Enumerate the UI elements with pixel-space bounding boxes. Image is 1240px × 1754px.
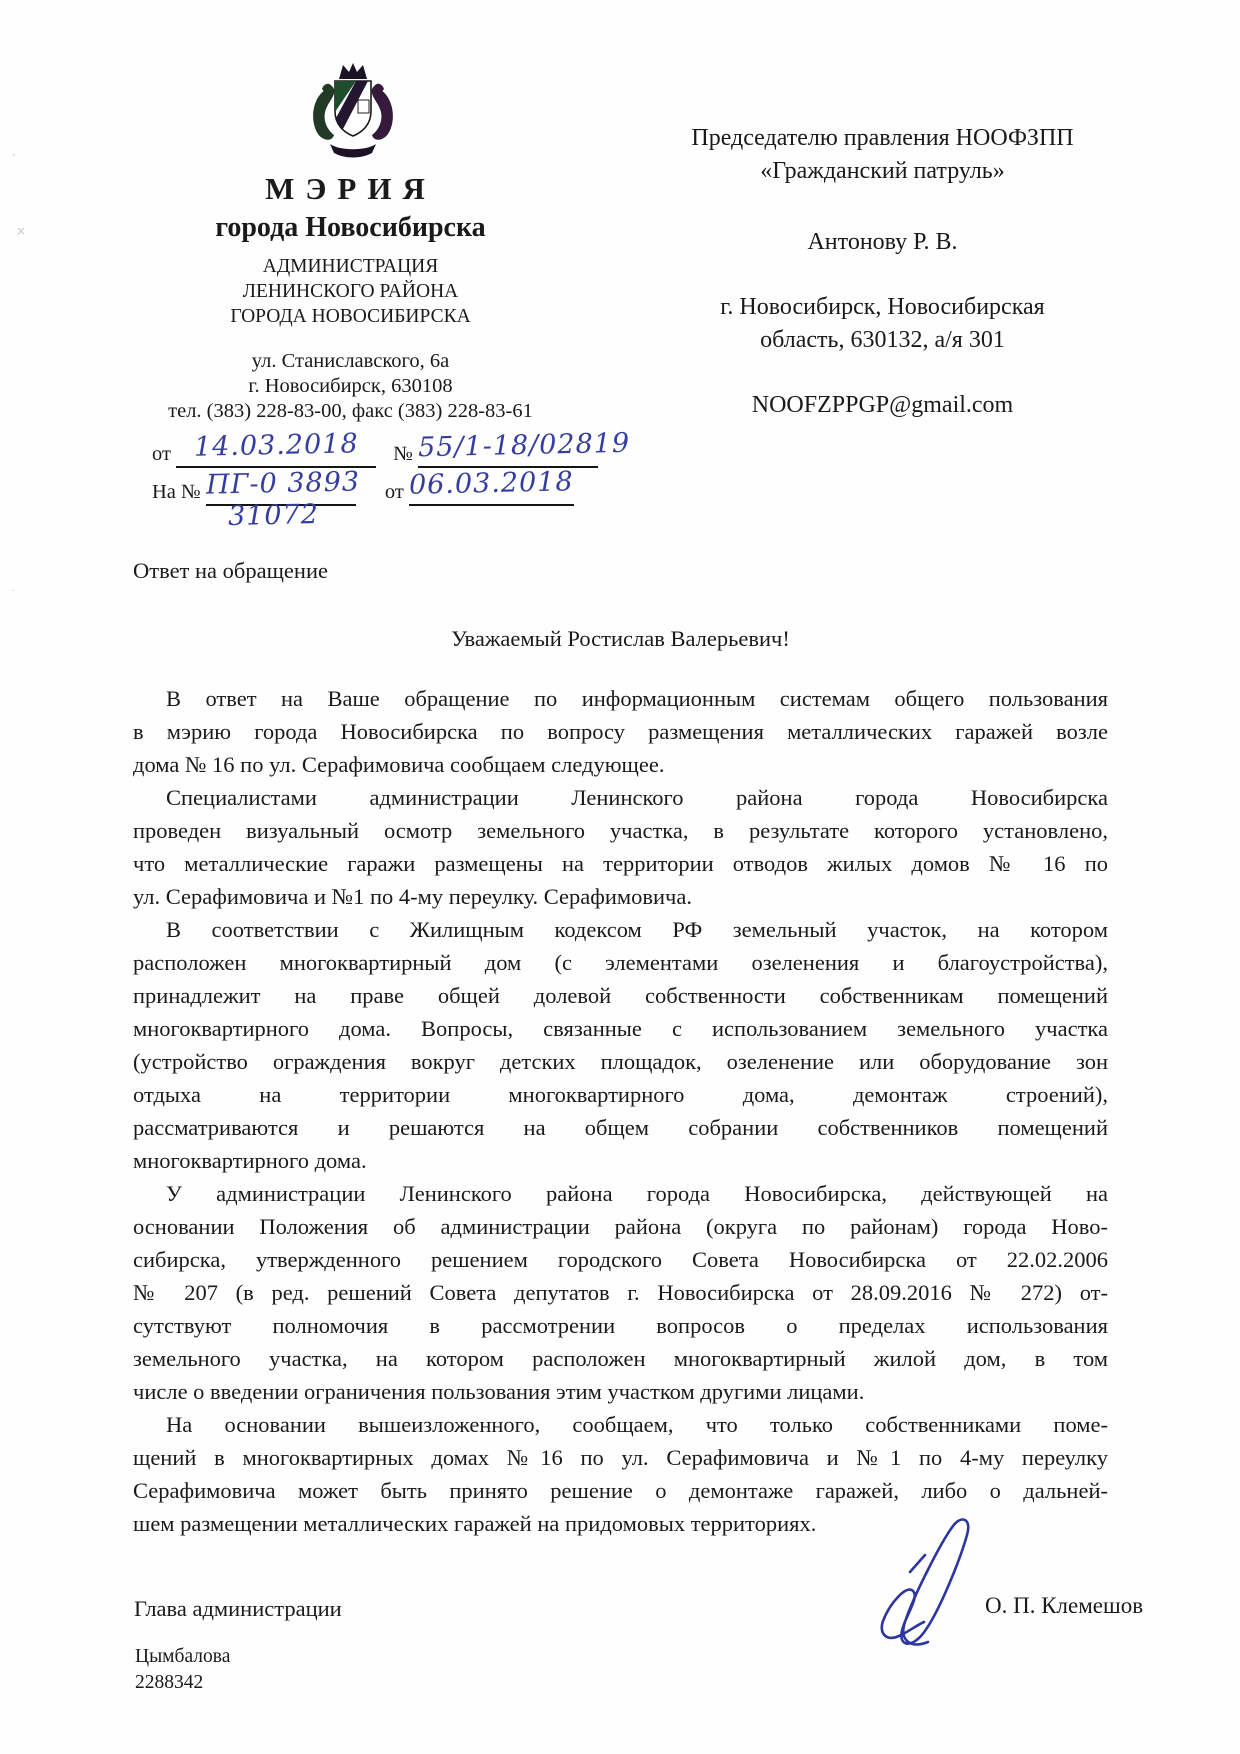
- body-line: шем размещении металлических гаражей на придомовых территориях.: [133, 1511, 817, 1536]
- addressee-title-line2: «Гражданский патруль»: [760, 158, 1005, 184]
- org-address-line2: г. Новосибирск, 630108: [248, 375, 453, 397]
- ref-reply-date-label: от: [384, 481, 404, 503]
- salutation: Уважаемый Ростислав Валерьевич!: [451, 626, 790, 651]
- addressee-title-line1: Председателю правления НООФЗПП: [691, 125, 1074, 151]
- novosibirsk-coat-of-arms-icon: [303, 60, 403, 164]
- ref-date-value: 14.03.2018: [193, 428, 359, 463]
- body-line: основании Положения об администрации района (округа по районам) города Ново-: [133, 1214, 1108, 1239]
- ref-reply-number-value: ПГ-0 3893: [205, 466, 361, 501]
- body-line: В ответ на Ваше обращение по информационным системам общего пользования: [166, 686, 1108, 711]
- addressee-address-line2: область, 630132, а/я 301: [760, 327, 1005, 353]
- body-line: На основании вышеизложенного, сообщаем, что только собственниками поме-: [166, 1412, 1108, 1437]
- body-line: отдыха на территории многоквартирного дома, демонтаж строений),: [133, 1082, 1108, 1107]
- org-sub-line1: АДМИНИСТРАЦИЯ: [262, 256, 439, 277]
- org-address-line1: ул. Станиславского, 6а: [251, 350, 450, 372]
- org-sub-line2: ЛЕНИНСКОГО РАЙОНА: [242, 281, 459, 302]
- ref-reply-number-extra: 31072: [227, 499, 320, 532]
- body-line: дома № 16 по ул. Серафимовича сообщаем следующее.: [133, 752, 665, 777]
- addressee-address-line1: г. Новосибирск, Новосибирская: [720, 294, 1045, 320]
- addressee-name: Антонову Р. В.: [807, 229, 958, 255]
- body-line: в мэрию города Новосибирска по вопросу размещения металлических гаражей возле: [133, 719, 1108, 744]
- body-line: В соответствии с Жилищным кодексом РФ земельный участок, на котором: [166, 917, 1108, 942]
- org-phone-line: тел. (383) 228-83-00, факс (383) 228-83-61: [168, 400, 533, 422]
- ref-reply-date-value: 06.03.2018: [408, 466, 575, 501]
- body-line: числе о введении ограничения пользования этим участком другими лицами.: [133, 1379, 865, 1404]
- ref-date-slot: [176, 430, 376, 468]
- body-line: что металлические гаражи размещены на территории отводов жилых домов № 16 по: [133, 851, 1108, 876]
- signature-position-title: Глава администрации: [134, 1596, 342, 1621]
- executor-name: Цымбалова: [135, 1646, 231, 1667]
- ref-date-label: от: [152, 443, 171, 465]
- letterhead-org-block: [128, 172, 573, 424]
- body-text: [133, 682, 1108, 1540]
- ref-number-slot: [417, 427, 631, 468]
- scan-speck: ˙: [10, 588, 16, 602]
- ref-reply-date-slot: [409, 468, 574, 506]
- body-line: щений в многоквартирных домах №16 по ул. Серафимовича и №1 по 4-му переулку: [133, 1445, 1108, 1470]
- executor-block: [135, 1644, 230, 1696]
- org-sub-line3: ГОРОДА НОВОСИБИРСКА: [230, 306, 471, 327]
- ref-number-value: 55/1-18/02819: [417, 427, 631, 464]
- addressee-block: [655, 122, 1110, 422]
- body-line: многоквартирного дома. Вопросы, связанные с использованием земельного участка: [133, 1016, 1108, 1041]
- body-line: сутствуют полномочия в рассмотрении вопросов о пределах использования: [133, 1313, 1108, 1338]
- body-line: земельного участка, на котором расположен многоквартирный жилой дом, в том: [133, 1346, 1108, 1371]
- body-line: рассматриваются и решаются на общем собрании собственников помещений: [133, 1115, 1108, 1140]
- org-name-line2: города Новосибирска: [215, 212, 486, 243]
- body-line: ул. Серафимовича и №1 по 4-му переулку. Серафимовича.: [133, 884, 692, 909]
- addressee-email: NOOFZPPGP@gmail.com: [751, 392, 1014, 418]
- body-line: принадлежит на праве общей долевой собственности собственникам помещений: [133, 983, 1108, 1008]
- body-line: № 207 (в ред. решений Совета депутатов г. Новосибирска от 28.09.2016 № 272) от-: [133, 1280, 1108, 1305]
- body-line: многоквартирного дома.: [133, 1148, 367, 1173]
- body-line: сибирска, утвержденного решением городского Совета Новосибирска от 22.02.2006: [133, 1247, 1108, 1272]
- body-line: расположен многоквартирный дом (с элементами озеленения и благоустройства),: [133, 950, 1108, 975]
- signature-name: О. П. Клемешов: [985, 1593, 1144, 1618]
- body-line: Специалистами администрации Ленинского района города Новосибирска: [166, 785, 1108, 810]
- ref-row-date-number: [152, 427, 631, 468]
- body-line: У администрации Ленинского района города Новосибирска, действующей на: [166, 1181, 1108, 1206]
- handwritten-signature-icon: [848, 1512, 1018, 1657]
- body-line: проведен визуальный осмотр земельного участка, в результате которого установлено,: [133, 818, 1108, 843]
- ref-number-label: №: [393, 443, 413, 465]
- executor-phone: 2288342: [135, 1672, 204, 1693]
- ref-row-reply: [152, 468, 574, 506]
- scan-speck: ·: [12, 148, 16, 162]
- subject-line: Ответ на обращение: [133, 558, 328, 583]
- body-line: Серафимовича может быть принято решение о демонтаже гаражей, либо о дальней-: [133, 1478, 1108, 1503]
- body-line: (устройство ограждения вокруг детских площадок, озеленение или оборудование зон: [133, 1049, 1108, 1074]
- org-name-line1: МЭРИЯ: [265, 171, 436, 206]
- ref-reply-label: На №: [152, 481, 201, 503]
- scan-speck: ×: [16, 224, 27, 238]
